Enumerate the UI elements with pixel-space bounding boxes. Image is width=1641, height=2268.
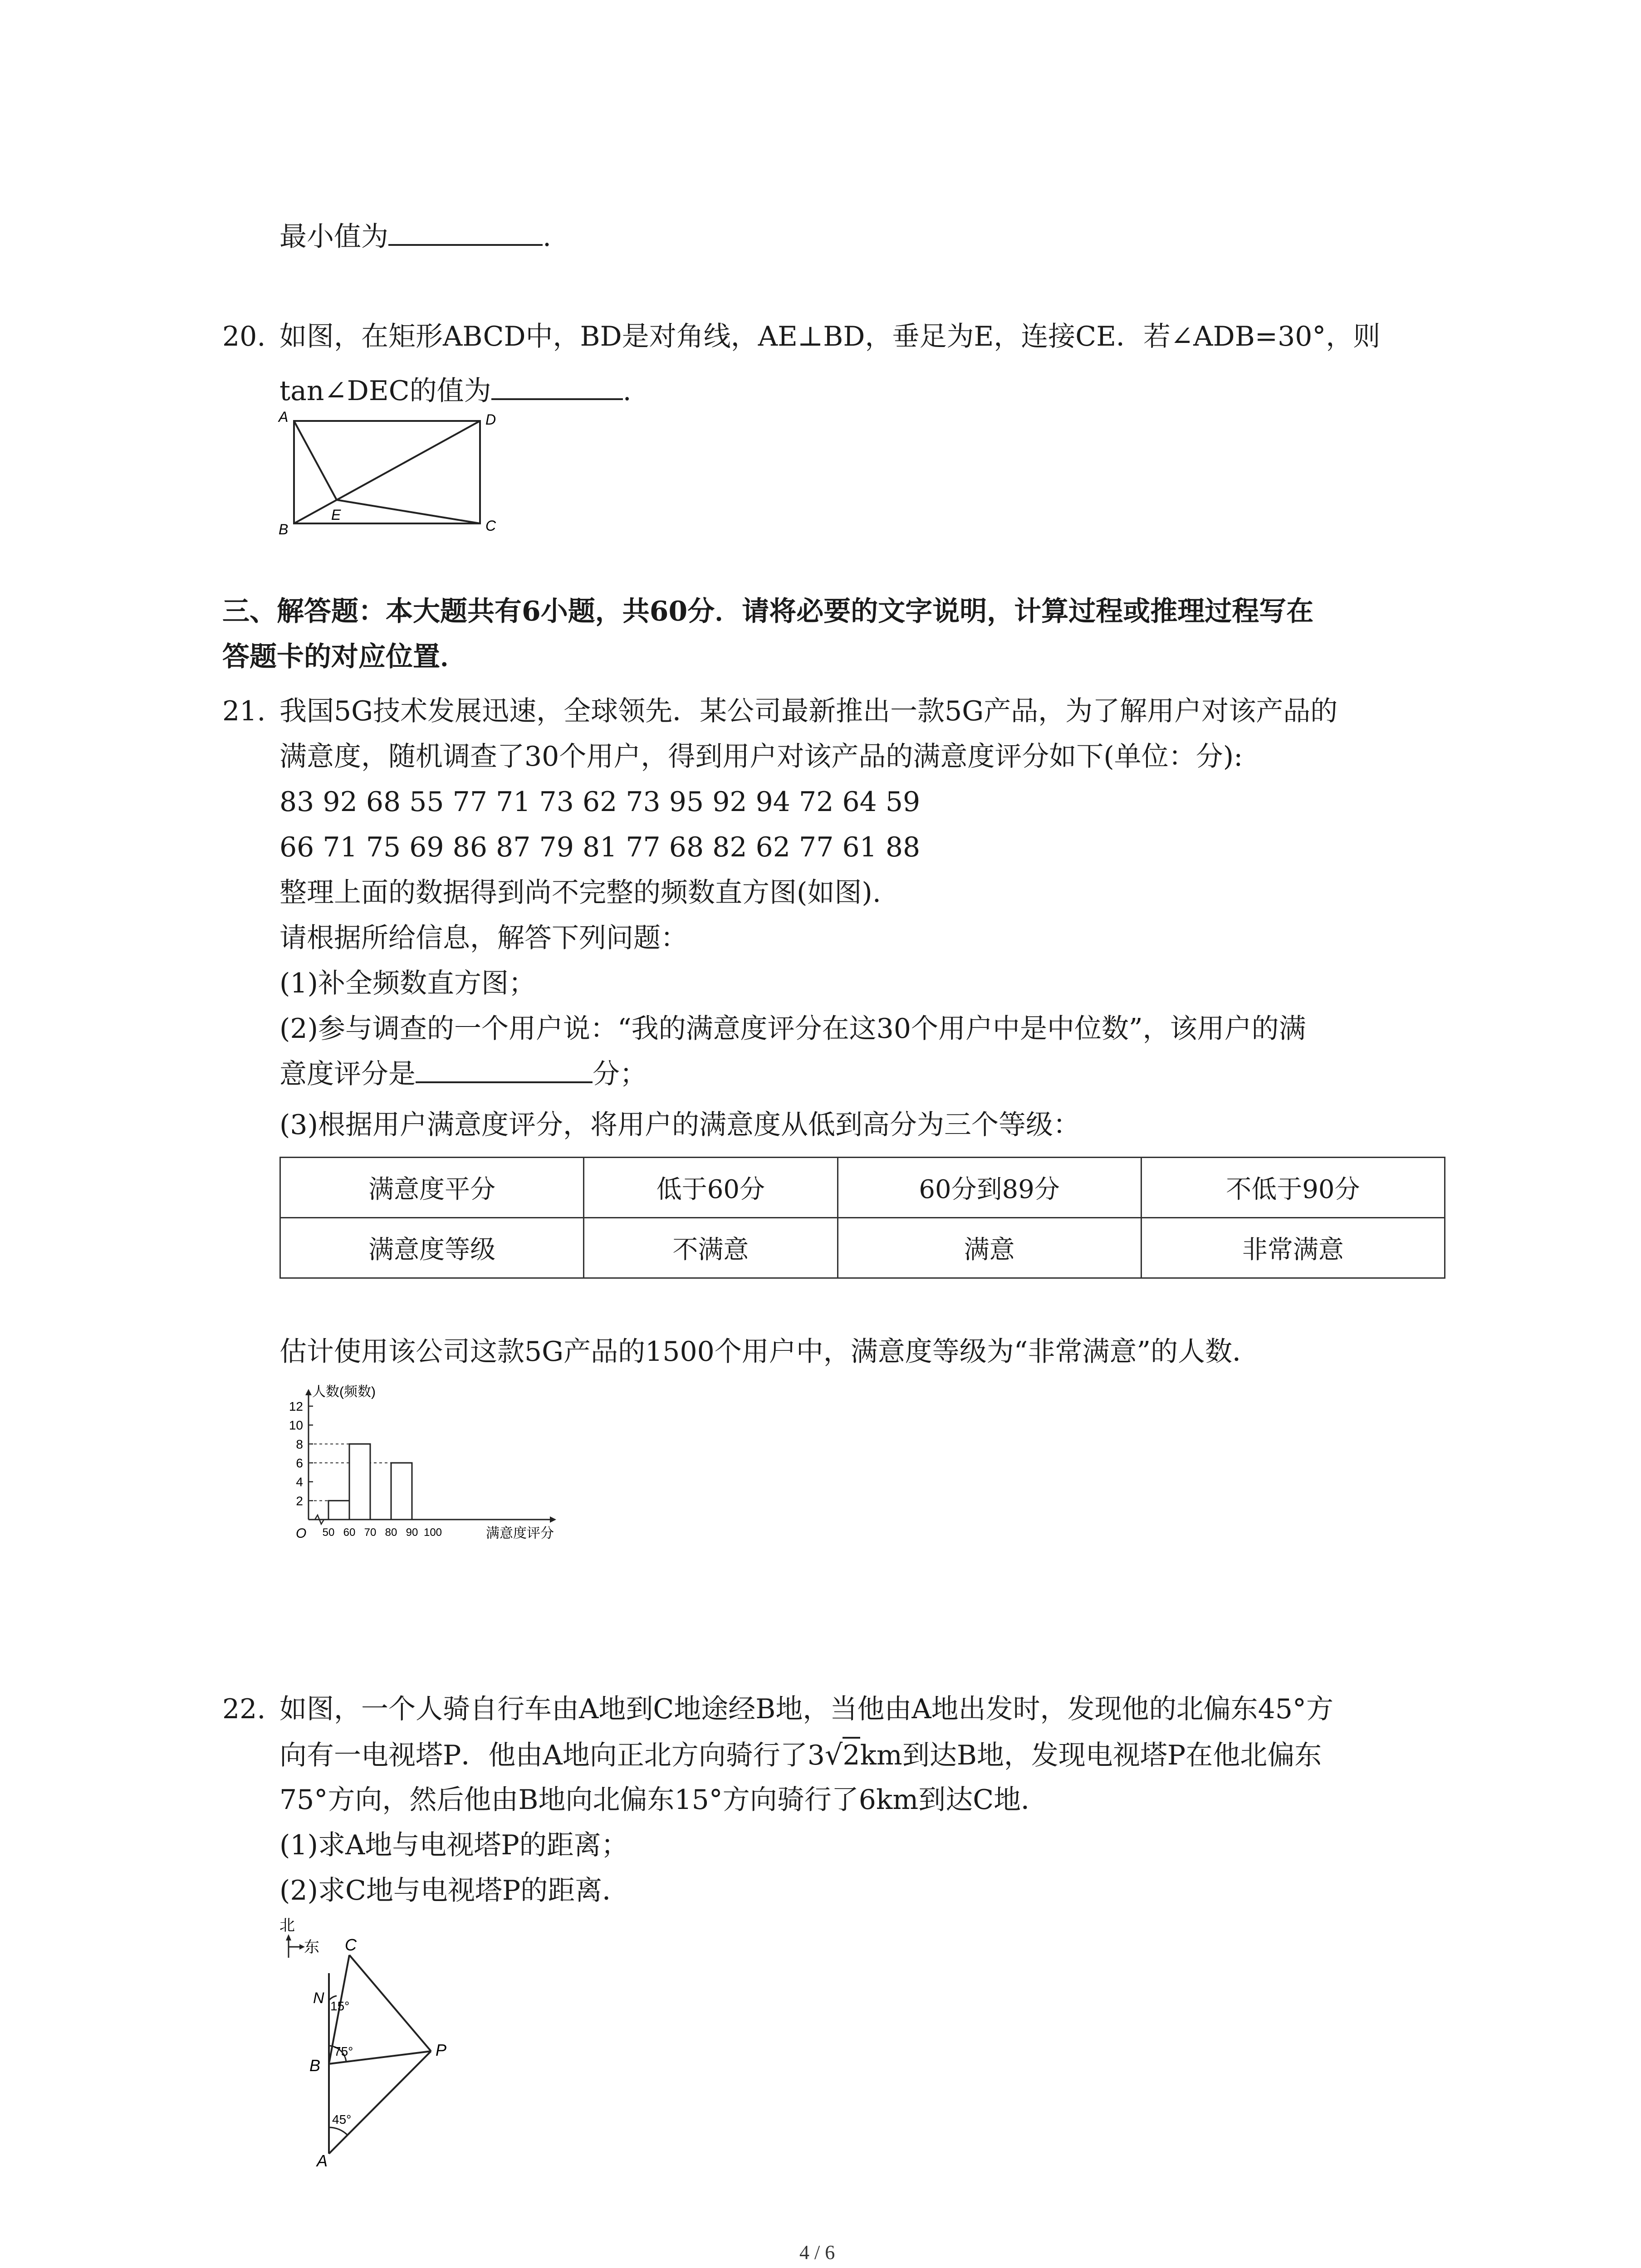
satisfaction-table	[279, 1157, 1445, 1279]
q20-line2	[279, 377, 632, 405]
section3-heading-line2: 答题卡的对应位置．	[222, 641, 467, 673]
section3-heading-line1: 三、解答题：本大题共有6小题，共60分．请将必要的文字说明，计算过程或推理过程写在	[222, 596, 1314, 627]
label-b: B	[279, 521, 289, 538]
answer-blank	[491, 398, 623, 400]
histogram-bars	[328, 1444, 412, 1520]
histogram-bar	[391, 1463, 412, 1520]
x-axis-label: 满意度评分	[486, 1526, 554, 1541]
q21-part2-prefix: 意度评分是	[279, 1058, 416, 1090]
q22-line2-end: km到达B地，发现电视塔P在他北偏东	[860, 1740, 1322, 1771]
table-row	[280, 1158, 1445, 1218]
y-axis-arrow-icon	[305, 1389, 312, 1395]
q22-line2	[279, 1738, 1322, 1771]
label-a: A	[279, 409, 289, 425]
q22-line3: 75°方向，然后他由B地向北偏东15°方向骑行了6km到达C地．	[279, 1784, 1048, 1816]
y-tick-label: 2	[296, 1494, 303, 1508]
answer-blank	[416, 1081, 593, 1083]
table-cell: 非常满意	[1141, 1218, 1445, 1278]
table-cell: 低于60分	[584, 1158, 838, 1218]
y-axis-label: 人数(频数)	[312, 1384, 376, 1399]
q20-line2-text: tan∠DEC的值为	[279, 375, 491, 407]
histogram-bar	[349, 1444, 370, 1520]
y-tick-label: 10	[289, 1418, 303, 1432]
sqrt-radicand: 2	[843, 1737, 860, 1771]
q21-part3-question: 估计使用该公司这款5G产品的1500个用户中，满意度等级为“非常满意”的人数．	[279, 1336, 1260, 1368]
y-tick-label: 12	[289, 1399, 303, 1413]
q22-line1: 如图，一个人骑自行车由A地到C地途经B地，当他由A地出发时，发现他的北偏东45°方	[279, 1693, 1334, 1725]
table-cell: 不满意	[584, 1218, 838, 1278]
line-ap	[329, 2051, 431, 2154]
sqrt-sign: √	[824, 1738, 843, 1771]
q21-number: 21.	[222, 695, 266, 727]
y-tick-label: 4	[296, 1475, 303, 1489]
answer-blank	[388, 244, 543, 246]
q21-data-row2: 66 71 75 69 86 87 79 81 77 68 82 62 77 61 88	[279, 831, 921, 863]
x-tick-label: 90	[406, 1526, 418, 1539]
label-angle-15: 15°	[330, 1999, 350, 2013]
frequency-histogram	[263, 1365, 581, 1560]
q21-part3: (3)根据用户满意度评分，将用户的满意度从低到高分为三个等级：	[279, 1109, 1080, 1141]
north-arrowhead-icon	[286, 1934, 291, 1941]
label-p: P	[436, 2041, 447, 2059]
label-b: B	[309, 2056, 321, 2075]
x-tick-label: 50	[322, 1526, 335, 1539]
q20-line1: 如图，在矩形ABCD中，BD是对角线，AE⊥BD，垂足为E，连接CE．若∠ADB=30°，则	[279, 321, 1381, 352]
label-e: E	[331, 507, 341, 523]
origin-label: O	[296, 1526, 307, 1541]
x-tick-label: 60	[343, 1526, 356, 1539]
q20-number: 20.	[222, 321, 266, 352]
y-tick-label: 8	[296, 1437, 303, 1452]
q22-number: 22.	[222, 1693, 266, 1725]
x-tick-label: 80	[385, 1526, 397, 1539]
label-east: 东	[304, 1939, 319, 1956]
label-a: A	[317, 2151, 328, 2168]
label-d: D	[485, 411, 496, 428]
histogram-bar	[328, 1501, 349, 1520]
label-c: C	[485, 518, 496, 534]
q21-line6: 请根据所给信息，解答下列问题：	[279, 922, 688, 954]
table-cell: 60分到89分	[838, 1158, 1141, 1218]
rectangle-figure	[272, 408, 526, 544]
label-angle-75: 75°	[334, 2044, 353, 2058]
q21-line5: 整理上面的数据得到尚不完整的频数直方图(如图).	[279, 877, 881, 909]
q19-period: .	[543, 221, 552, 253]
table-row	[280, 1218, 1445, 1278]
angle-arc-45	[329, 2127, 348, 2135]
q19-text: 最小值为	[279, 221, 388, 253]
q21-part2-answer	[279, 1058, 647, 1090]
x-axis-arrow-icon	[550, 1516, 556, 1523]
page-number: 4 / 6	[799, 2241, 835, 2263]
label-angle-45: 45°	[332, 2112, 352, 2126]
table-cell: 不低于90分	[1141, 1158, 1445, 1218]
q19-tail	[279, 221, 552, 253]
x-tick-label: 70	[364, 1526, 377, 1539]
label-c: C	[345, 1936, 357, 1954]
q22-line2-start: 向有一电视塔P．他由A地向正北方向骑行了3	[279, 1740, 825, 1771]
q21-data-row1: 83 92 68 55 77 71 73 62 73 95 92 94 72 64 59	[279, 786, 921, 818]
line-cp	[349, 1955, 431, 2051]
segment-ce	[337, 500, 480, 523]
label-north: 北	[279, 1917, 295, 1934]
q21-part2: (2)参与调查的一个用户说：“我的满意度评分在这30个用户中是中位数”，该用户的满	[279, 1013, 1306, 1045]
table-cell: 满意度平分	[280, 1158, 584, 1218]
q21-line2: 满意度，随机调查了30个用户，得到用户对该产品的满意度评分如下(单位：分):	[279, 741, 1243, 772]
segment-ae	[294, 421, 337, 500]
x-tick-label: 100	[423, 1526, 442, 1539]
table-cell: 满意度等级	[280, 1218, 584, 1278]
q21-line1: 我国5G技术发展迅速，全球领先．某公司最新推出一款5G产品，为了解用户对该产品的	[279, 695, 1338, 727]
y-tick-label: 6	[296, 1456, 303, 1470]
q20-period: .	[622, 375, 632, 407]
label-n: N	[313, 1989, 324, 2007]
table-cell: 满意	[838, 1218, 1141, 1278]
q21-part2-suffix: 分；	[593, 1058, 647, 1090]
q22-part2: (2)求C地与电视塔P的距离．	[279, 1875, 630, 1906]
bearing-figure	[263, 1914, 499, 2168]
q21-part1: (1)补全频数直方图；	[279, 968, 536, 999]
q22-part1: (1)求A地与电视塔P的距离；	[279, 1829, 628, 1861]
